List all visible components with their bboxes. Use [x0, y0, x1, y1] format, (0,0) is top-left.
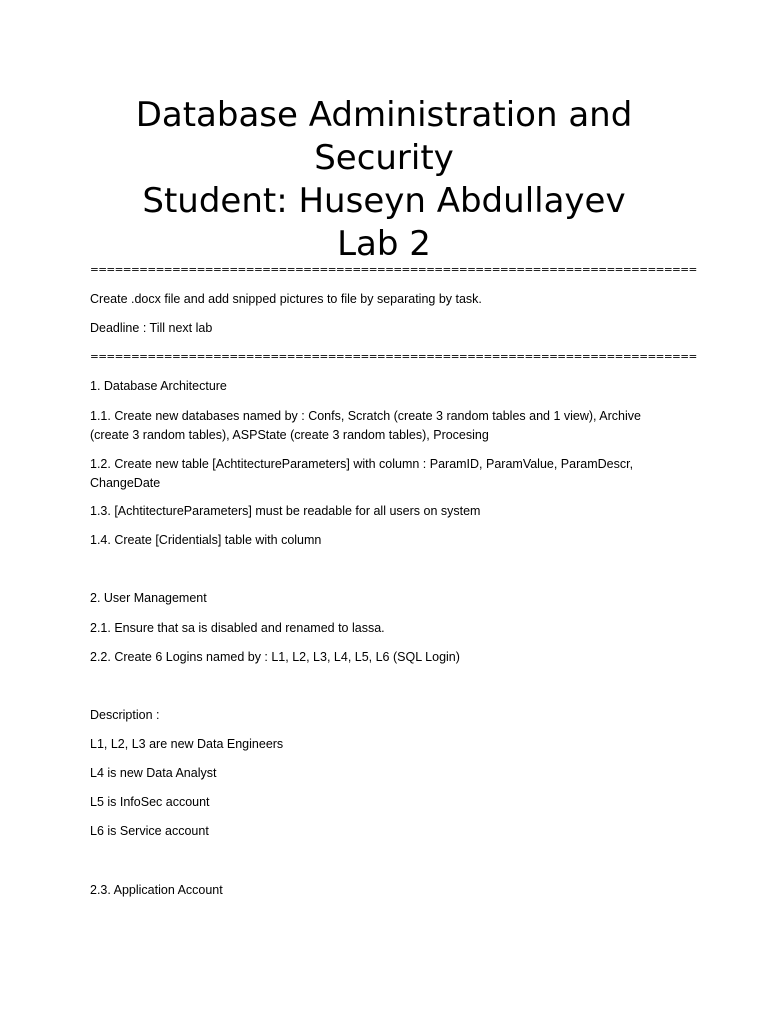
description-item: L6 is Service account: [90, 824, 209, 838]
instruction-text: Create .docx file and add snipped pictures to file by separating by task.: [90, 292, 482, 306]
title-line-1: Database Administration and: [135, 95, 633, 135]
description-item: L1, L2, L3 are new Data Engineers: [90, 737, 284, 751]
task-1-1: 1.1. Create new databases named by : Confs, Scratch (create 3 random tables and 1 view), Archive (create 3 random tables), ASPState (create 3 random tables), Procesing: [90, 409, 641, 442]
student-name: Student: Huseyn Abdullayev: [142, 181, 626, 221]
task-2-1: 2.1. Ensure that sa is disabled and renamed to lassa.: [90, 621, 385, 635]
document-title: [0, 94, 768, 266]
title-line-2: Security: [314, 138, 454, 178]
section2-heading: 2. User Management: [90, 591, 207, 605]
description-item: L4 is new Data Analyst: [90, 766, 217, 780]
description-item: L5 is InfoSec account: [90, 795, 210, 809]
deadline-text: Deadline : Till next lab: [90, 321, 213, 335]
section1-heading: 1. Database Architecture: [90, 379, 227, 393]
separator-top: ==========================================================================: [90, 264, 697, 276]
task-1-4: 1.4. Create [Cridentials] table with column: [90, 533, 322, 547]
task-1-2: 1.2. Create new table [AchtitectureParameters] with column : ParamID, ParamValue, ParamDescr, ChangeDate: [90, 457, 634, 490]
task-1-3: 1.3. [AchtitectureParameters] must be readable for all users on system: [90, 504, 481, 518]
description-heading: Description :: [90, 708, 160, 722]
separator-bottom: ==========================================================================: [90, 351, 697, 363]
lab-number: Lab 2: [337, 224, 431, 264]
task-2-3: 2.3. Application Account: [90, 883, 223, 897]
task-2-2: 2.2. Create 6 Logins named by : L1, L2, L3, L4, L5, L6 (SQL Login): [90, 650, 460, 664]
